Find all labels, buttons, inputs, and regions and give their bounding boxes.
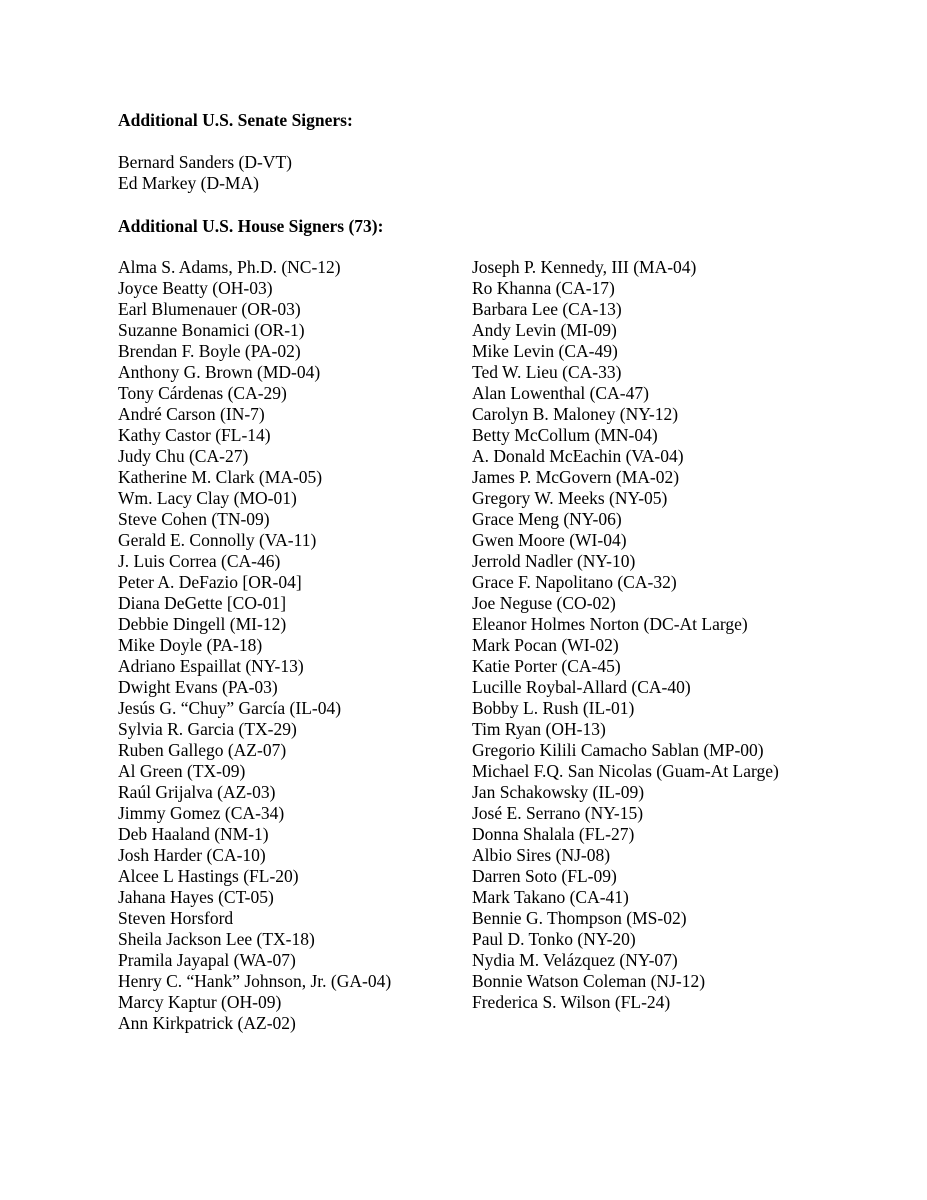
signer-entry: Adriano Espaillat (NY-13) xyxy=(118,656,304,676)
signer-entry: Deb Haaland (NM-1) xyxy=(118,824,269,844)
signer-entry: José E. Serrano (NY-15) xyxy=(472,803,644,823)
signer-entry: Donna Shalala (FL-27) xyxy=(472,824,635,844)
signer-entry: Ann Kirkpatrick (AZ-02) xyxy=(118,1013,296,1033)
signer-entry: Andy Levin (MI-09) xyxy=(472,320,617,340)
signer-entry: Lucille Roybal-Allard (CA-40) xyxy=(472,677,691,697)
signer-entry: Betty McCollum (MN-04) xyxy=(472,425,658,445)
signer-entry: Michael F.Q. San Nicolas (Guam-At Large) xyxy=(472,761,779,781)
signer-entry: Kathy Castor (FL-14) xyxy=(118,425,271,445)
senate-signers-list xyxy=(118,152,292,194)
house-signers-heading: Additional U.S. House Signers (73): xyxy=(118,216,384,236)
signer-entry: Sheila Jackson Lee (TX-18) xyxy=(118,929,315,949)
signer-entry: Pramila Jayapal (WA-07) xyxy=(118,950,296,970)
signer-entry: Alan Lowenthal (CA-47) xyxy=(472,383,649,403)
signer-entry: Bobby L. Rush (IL-01) xyxy=(472,698,635,718)
signer-entry: Earl Blumenauer (OR-03) xyxy=(118,299,301,319)
signer-entry: Nydia M. Velázquez (NY-07) xyxy=(472,950,678,970)
signer-entry: Al Green (TX-09) xyxy=(118,761,246,781)
signer-entry: Mike Levin (CA-49) xyxy=(472,341,618,361)
signer-entry: Sylvia R. Garcia (TX-29) xyxy=(118,719,297,739)
signer-entry: Jesús G. “Chuy” García (IL-04) xyxy=(118,698,342,718)
senate-signers-heading: Additional U.S. Senate Signers: xyxy=(118,110,353,130)
signer-entry: Grace Meng (NY-06) xyxy=(472,509,622,529)
signer-entry: Anthony G. Brown (MD-04) xyxy=(118,362,321,382)
signer-entry: Alma S. Adams, Ph.D. (NC-12) xyxy=(118,257,341,277)
signer-entry: Mark Pocan (WI-02) xyxy=(472,635,619,655)
signer-entry: Peter A. DeFazio [OR-04] xyxy=(118,572,302,592)
signer-entry: Katie Porter (CA-45) xyxy=(472,656,621,676)
signer-entry: Ruben Gallego (AZ-07) xyxy=(118,740,287,760)
signer-entry: Tim Ryan (OH-13) xyxy=(472,719,606,739)
signer-entry: Josh Harder (CA-10) xyxy=(118,845,266,865)
signer-entry: Gregorio Kilili Camacho Sablan (MP-00) xyxy=(472,740,764,760)
signer-entry: Raúl Grijalva (AZ-03) xyxy=(118,782,276,802)
signer-entry: Ed Markey (D-MA) xyxy=(118,173,259,193)
signer-entry: J. Luis Correa (CA-46) xyxy=(118,551,281,571)
signer-entry: Brendan F. Boyle (PA-02) xyxy=(118,341,301,361)
signer-entry: A. Donald McEachin (VA-04) xyxy=(472,446,684,466)
signer-entry: Bennie G. Thompson (MS-02) xyxy=(472,908,687,928)
signer-entry: Ro Khanna (CA-17) xyxy=(472,278,615,298)
signer-entry: Grace F. Napolitano (CA-32) xyxy=(472,572,677,592)
signer-entry: Henry C. “Hank” Johnson, Jr. (GA-04) xyxy=(118,971,392,991)
signer-entry: Ted W. Lieu (CA-33) xyxy=(472,362,622,382)
signer-entry: Jerrold Nadler (NY-10) xyxy=(472,551,636,571)
signer-entry: Barbara Lee (CA-13) xyxy=(472,299,622,319)
signer-entry: Jahana Hayes (CT-05) xyxy=(118,887,274,907)
signer-entry: Mike Doyle (PA-18) xyxy=(118,635,263,655)
signer-entry: Joe Neguse (CO-02) xyxy=(472,593,616,613)
house-signers-right-column xyxy=(472,257,779,1013)
signer-entry: Bonnie Watson Coleman (NJ-12) xyxy=(472,971,706,991)
signer-entry: James P. McGovern (MA-02) xyxy=(472,467,680,487)
signer-entry: Alcee L Hastings (FL-20) xyxy=(118,866,299,886)
signer-entry: Gwen Moore (WI-04) xyxy=(472,530,627,550)
signer-entry: Bernard Sanders (D-VT) xyxy=(118,152,292,172)
signer-entry: Diana DeGette [CO-01] xyxy=(118,593,287,613)
signer-entry: Steve Cohen (TN-09) xyxy=(118,509,270,529)
signer-entry: Gregory W. Meeks (NY-05) xyxy=(472,488,668,508)
signer-entry: Jan Schakowsky (IL-09) xyxy=(472,782,645,802)
signer-entry: Eleanor Holmes Norton (DC-At Large) xyxy=(472,614,748,634)
signer-entry: Dwight Evans (PA-03) xyxy=(118,677,278,697)
signer-entry: Mark Takano (CA-41) xyxy=(472,887,629,907)
signer-entry: Albio Sires (NJ-08) xyxy=(472,845,611,865)
signer-entry: André Carson (IN-7) xyxy=(118,404,265,424)
signer-entry: Katherine M. Clark (MA-05) xyxy=(118,467,323,487)
signer-entry: Judy Chu (CA-27) xyxy=(118,446,249,466)
signer-entry: Steven Horsford xyxy=(118,908,234,928)
signer-entry: Jimmy Gomez (CA-34) xyxy=(118,803,285,823)
signer-entry: Joyce Beatty (OH-03) xyxy=(118,278,273,298)
house-signers-left-column xyxy=(118,257,391,1034)
signer-entry: Marcy Kaptur (OH-09) xyxy=(118,992,282,1012)
signer-entry: Suzanne Bonamici (OR-1) xyxy=(118,320,305,340)
signer-entry: Paul D. Tonko (NY-20) xyxy=(472,929,636,949)
signer-entry: Joseph P. Kennedy, III (MA-04) xyxy=(472,257,697,277)
signer-entry: Darren Soto (FL-09) xyxy=(472,866,617,886)
signer-entry: Debbie Dingell (MI-12) xyxy=(118,614,287,634)
signer-entry: Tony Cárdenas (CA-29) xyxy=(118,383,287,403)
signer-entry: Frederica S. Wilson (FL-24) xyxy=(472,992,671,1012)
signer-entry: Gerald E. Connolly (VA-11) xyxy=(118,530,317,550)
signer-entry: Carolyn B. Maloney (NY-12) xyxy=(472,404,679,424)
signer-entry: Wm. Lacy Clay (MO-01) xyxy=(118,488,297,508)
